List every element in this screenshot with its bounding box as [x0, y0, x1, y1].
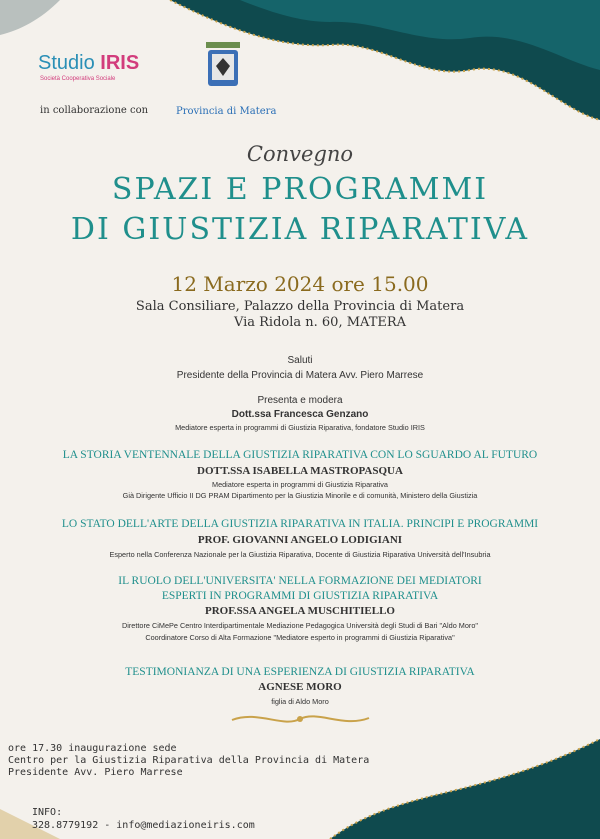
top-decoration	[0, 0, 600, 150]
inauguration-line-2: Centro per la Giustizia Riparativa della Provincia di Matera	[8, 755, 370, 766]
inauguration-line-3: Presidente Avv. Piero Marrese	[8, 767, 183, 778]
talk1-role-1: Mediatore esperta in programmi di Giustizia Riparativa	[211, 480, 388, 489]
title-line-2: DI GIUSTIZIA RIPARATIVA	[70, 212, 530, 247]
greetings-person: Presidente della Provincia di Matera Avv. Piero Marrese	[176, 370, 424, 381]
talk1-title: LA STORIA VENTENNALE DELLA GIUSTIZIA RIPARATIVA CON LO SGUARDO AL FUTURO	[62, 449, 538, 461]
gold-ornament-icon	[228, 708, 373, 730]
talk3-role-2: Coordinatore Corso di Alta Formazione "Mediatore esperto in programmi di Giustizia Riparativa"	[145, 633, 455, 642]
contact-info: 328.8779192 - info@mediazioneiris.com	[32, 820, 255, 831]
talk4-speaker: AGNESE MORO	[258, 681, 342, 693]
talk2-speaker: PROF. GIOVANNI ANGELO LODIGIANI	[197, 534, 403, 546]
talk1-speaker: DOTT.SSA ISABELLA MASTROPASQUA	[197, 465, 403, 477]
venue-line-2: Via Ridola n. 60, MATERA	[233, 315, 407, 330]
talk4-role: figlia di Aldo Moro	[271, 697, 329, 706]
collaboration-text: in collaborazione con	[40, 105, 149, 116]
studio-iris-logo: Studio IRIS	[38, 52, 140, 74]
info-label: INFO:	[32, 807, 63, 818]
talk1-role-2: Già Dirigente Ufficio II DG PRAM Dipartimento per la Giustizia Minorile e di comunità, Ministero della Giustizia	[122, 491, 478, 500]
province-crest-icon	[200, 34, 246, 96]
event-kind: Convegno	[246, 142, 354, 166]
logo-subtitle: Società Cooperativa Sociale	[40, 76, 116, 82]
greetings-label: Saluti	[287, 355, 313, 366]
title-line-1: SPAZI E PROGRAMMI	[111, 172, 489, 207]
talk2-role: Esperto nella Conferenza Nazionale per la Giustizia Riparativa, Docente di Giustizia Riparativa Università dell'Insubria	[109, 550, 491, 559]
talk2-title: LO STATO DELL'ARTE DELLA GIUSTIZIA RIPARATIVA IN ITALIA. PRINCIPI E PROGRAMMI	[61, 518, 539, 530]
talk3-role-1: Direttore CiMePe Centro Interdipartimentale Mediazione Pedagogica Università degli Studi di Bari "Aldo Moro"	[121, 621, 478, 630]
talk3-speaker: PROF.SSA ANGELA MUSCHITIELLO	[204, 605, 395, 617]
moderator-label: Presenta e modera	[257, 395, 343, 406]
talk3-title-line-2: ESPERTI IN PROGRAMMI DI GIUSTIZIA RIPARATIVA	[161, 590, 439, 602]
moderator-role: Mediatore esperta in programmi di Giustizia Riparativa, fondatore Studio IRIS	[175, 423, 425, 432]
talk4-title: TESTIMONIANZA DI UNA ESPERIENZA DI GIUSTIZIA RIPARATIVA	[125, 666, 475, 678]
province-name: Provincia di Matera	[176, 106, 277, 117]
inauguration-line-1: ore 17.30 inaugurazione sede	[8, 743, 177, 754]
venue-line-1: Sala Consiliare, Palazzo della Provincia di Matera	[135, 299, 465, 314]
event-date: 12 Marzo 2024 ore 15.00	[171, 272, 429, 296]
moderator-name: Dott.ssa Francesca Genzano	[231, 409, 369, 420]
talk3-title-line-1: IL RUOLO DELL'UNIVERSITA' NELLA FORMAZIONE DEI MEDIATORI	[118, 575, 482, 587]
